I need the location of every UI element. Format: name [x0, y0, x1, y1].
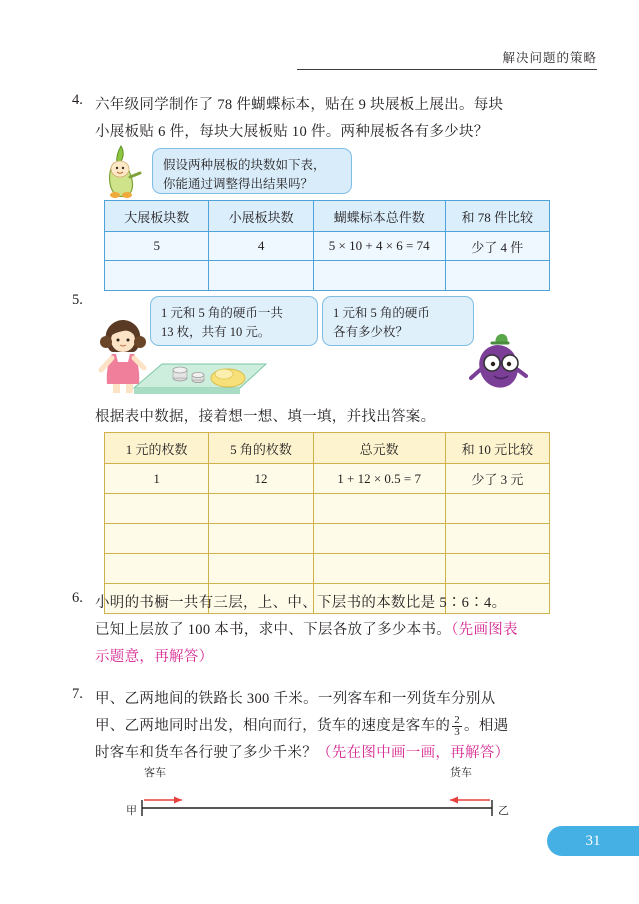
table1-cell-0-0[interactable]: 5	[105, 232, 209, 261]
problem-5-instruction-text: 根据表中数据，接着想一想、填一填，并找出答案。	[95, 409, 436, 425]
problem-6-hint-b: 示题意，再解答）	[95, 649, 214, 665]
problem-7-line-2-wrap	[95, 713, 585, 740]
table2-header-1: 5 角的枚数	[209, 433, 313, 464]
page-number-text: 31	[585, 832, 601, 849]
table1-cell-1-2[interactable]	[313, 261, 445, 291]
table2-cell-3-1[interactable]	[209, 554, 313, 584]
diagram-label-left: 客车	[144, 767, 166, 779]
bubble-5-right-line-2: 各有多少枚？	[333, 325, 409, 339]
diagram-label-right: 货车	[450, 767, 472, 779]
fraction-denominator: 3	[454, 726, 461, 738]
table1-header-1: 小展板块数	[209, 201, 313, 232]
problem-7-line-3: 时客车和货车各行驶了多少千米？	[95, 745, 317, 761]
speech-bubble-5-right	[322, 296, 474, 346]
speech-bubble-problem-4	[152, 148, 352, 194]
problem-6-text	[95, 590, 575, 671]
problem-6-line-1: 小明的书橱一共有三层，上、中、下层书的本数比是 5∶6∶4。	[95, 595, 507, 611]
table2-cell-0-1[interactable]: 12	[209, 464, 313, 494]
problem-6-line-2-wrap	[95, 617, 575, 644]
table2-header-2: 总元数	[313, 433, 445, 464]
problem-4-text	[95, 92, 565, 146]
table1-cell-0-1[interactable]: 4	[209, 232, 313, 261]
diagram-endpoint-right: 乙	[498, 805, 509, 817]
table2-cell-1-2[interactable]	[313, 494, 445, 524]
problem-5-instruction	[95, 404, 565, 431]
table2-cell-3-0[interactable]	[105, 554, 209, 584]
bubble-4-line-2: 你能通过调整得出结果吗？	[163, 177, 314, 191]
table1-cell-0-2[interactable]: 5 × 10 + 4 × 6 = 74	[313, 232, 445, 261]
page-header	[297, 48, 597, 70]
table2-cell-0-0[interactable]: 1	[105, 464, 209, 494]
problem-6-line-2: 已知上层放了 100 本书，求中、下层各放了多少本书。	[95, 622, 452, 638]
train-line-diagram	[120, 767, 520, 825]
problem-6-hint-a: （先画图表	[451, 622, 518, 638]
table2-cell-2-3[interactable]	[445, 524, 549, 554]
table-row	[105, 464, 550, 494]
table-exercise-5	[104, 432, 550, 614]
header-title: 解决问题的策略	[502, 51, 597, 65]
bubble-4-line-1: 假设两种展板的块数如下表，	[163, 158, 326, 172]
bubble-5-left-line-1: 1 元和 5 角的硬币一共	[161, 306, 283, 320]
table2-cell-0-3[interactable]: 少了 3 元	[445, 464, 549, 494]
problem-7-hint: （先在图中画一画，再解答）	[317, 745, 510, 761]
problem-4-number: 4.	[72, 92, 83, 108]
problem-7-line-1: 甲、乙两地间的铁路长 300 千米。一列客车和一列货车分别从	[95, 691, 496, 707]
table1-cell-1-1[interactable]	[209, 261, 313, 291]
eggplant-character-illustration	[468, 330, 530, 396]
table2-header-0: 1 元的枚数	[105, 433, 209, 464]
table-row	[105, 232, 550, 261]
table2-cell-1-3[interactable]	[445, 494, 549, 524]
table2-cell-3-2[interactable]	[313, 554, 445, 584]
desk-with-coins-illustration	[128, 358, 268, 400]
table2-cell-1-1[interactable]	[209, 494, 313, 524]
table2-cell-1-0[interactable]	[105, 494, 209, 524]
problem-7-line-2: 甲、乙两地同时出发，相向而行，货车的速度是客车的	[95, 718, 451, 734]
table-exercise-4	[104, 200, 550, 291]
table2-cell-2-1[interactable]	[209, 524, 313, 554]
table1-header-2: 蝴蝶标本总件数	[313, 201, 445, 232]
header-rule	[297, 69, 597, 70]
fraction-numerator: 2	[454, 714, 461, 726]
fraction-two-thirds	[452, 715, 462, 738]
table1-cell-0-3[interactable]: 少了 4 件	[445, 232, 549, 261]
speech-bubble-5-left	[150, 296, 318, 346]
table2-header-3: 和 10 元比较	[445, 433, 549, 464]
pencil-character-illustration	[100, 143, 144, 199]
table2-cell-3-3[interactable]	[445, 554, 549, 584]
problem-7-number: 7.	[72, 686, 83, 702]
table1-cell-1-0[interactable]	[105, 261, 209, 291]
table2-cell-0-2[interactable]: 1 + 12 × 0.5 = 7	[313, 464, 445, 494]
page-number	[547, 826, 639, 856]
table-row	[105, 201, 550, 232]
table-row	[105, 494, 550, 524]
problem-4-line-1: 六年级同学制作了 78 件蝴蝶标本，贴在 9 块展板上展出。每块	[95, 97, 504, 113]
problem-7-line-2-end: 。相遇	[464, 718, 509, 734]
diagram-endpoint-left: 甲	[126, 805, 137, 817]
problem-7-line-3-wrap	[95, 740, 585, 767]
table2-cell-2-0[interactable]	[105, 524, 209, 554]
table1-header-3: 和 78 件比较	[445, 201, 549, 232]
problem-6-number: 6.	[72, 590, 83, 606]
problem-7-text	[95, 686, 585, 767]
problem-4-line-2: 小展板贴 6 件，每块大展板贴 10 件。两种展板各有多少块？	[95, 124, 489, 140]
table1-header-0: 大展板块数	[105, 201, 209, 232]
table-row	[105, 433, 550, 464]
problem-5-number: 5.	[72, 292, 83, 308]
table1-cell-1-3[interactable]	[445, 261, 549, 291]
table-row	[105, 554, 550, 584]
table2-cell-2-2[interactable]	[313, 524, 445, 554]
table-row	[105, 524, 550, 554]
bubble-5-left-line-2: 13 枚，共有 10 元。	[161, 325, 271, 339]
table-row	[105, 261, 550, 291]
bubble-5-right-line-1: 1 元和 5 角的硬币	[333, 306, 430, 320]
